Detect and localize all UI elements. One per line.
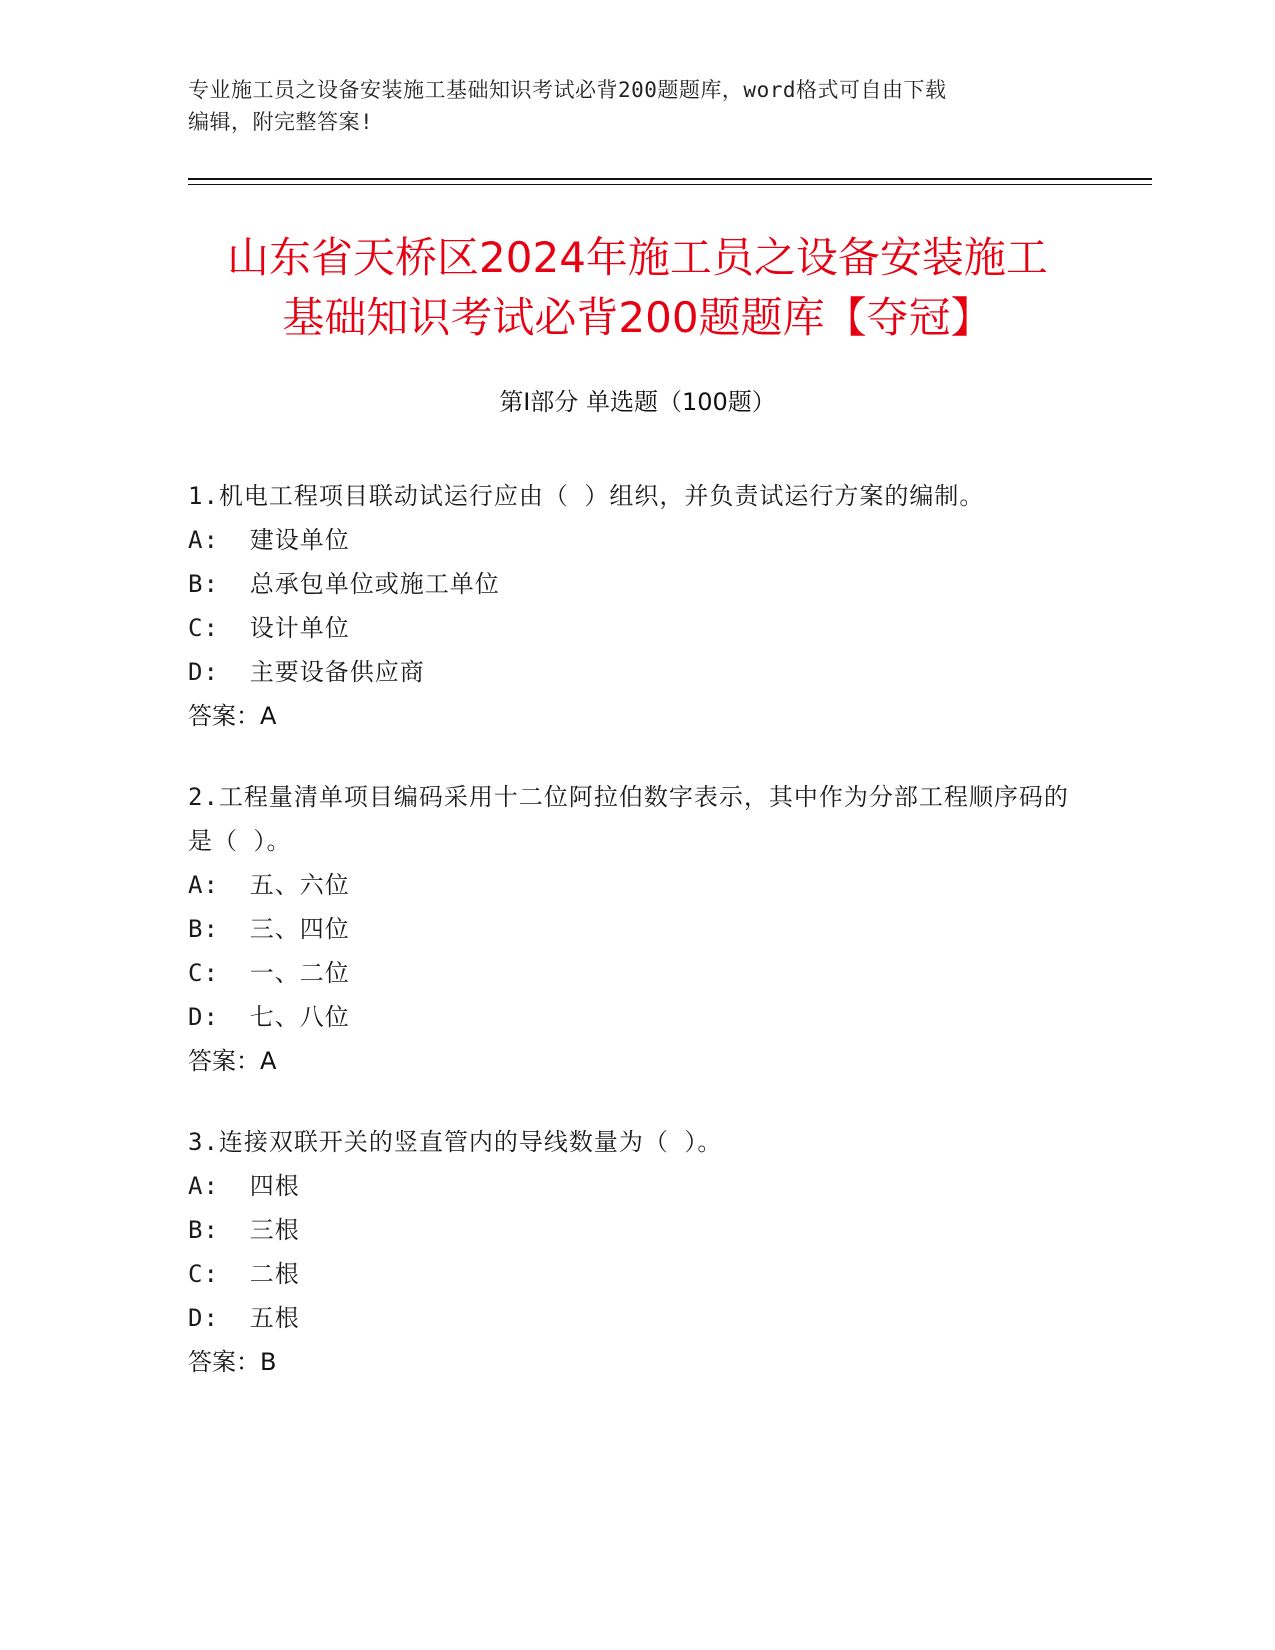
option-c: C: 设计单位 [188, 614, 350, 642]
question-2 [188, 775, 1088, 1083]
question-list [188, 474, 1088, 1421]
option-a: A: 建设单位 [188, 526, 350, 554]
header-divider-thin [188, 184, 1152, 185]
answer-label: 答案：A [188, 702, 277, 730]
option-c: C: 一、二位 [188, 959, 350, 987]
question-3 [188, 1120, 1088, 1384]
option-d: D: 主要设备供应商 [188, 658, 425, 686]
header-divider-thick [188, 178, 1152, 180]
option-c: C: 二根 [188, 1260, 300, 1288]
question-stem: 1.机电工程项目联动试运行应由（ ）组织，并负责试运行方案的编制。 [188, 482, 985, 510]
document-title-line-1: 山东省天桥区2024年施工员之设备安装施工 [227, 233, 1048, 282]
option-b: B: 三、四位 [188, 915, 350, 943]
document-title-line-2: 基础知识考试必背200题题库【夺冠】 [282, 293, 993, 342]
header-note-line-2: 编辑，附完整答案! [188, 110, 374, 134]
option-b: B: 三根 [188, 1216, 300, 1244]
document-title [120, 228, 1155, 348]
option-a: A: 四根 [188, 1172, 300, 1200]
header-note-line-1: 专业施工员之设备安装施工基础知识考试必背200题题库，word格式可自由下载 [188, 78, 947, 102]
question-stem: 3.连接双联开关的竖直管内的导线数量为（ ）。 [188, 1128, 723, 1156]
question-stem: 2.工程量清单项目编码采用十二位阿拉伯数字表示，其中作为分部工程顺序码的是（ ）。 [188, 783, 1069, 855]
answer-label: 答案：B [188, 1348, 277, 1376]
option-b: B: 总承包单位或施工单位 [188, 570, 500, 598]
answer-label: 答案：A [188, 1047, 277, 1075]
header-note [188, 74, 1088, 138]
section-heading: 第Ⅰ部分 单选题（100题） [499, 388, 776, 416]
option-d: D: 七、八位 [188, 1003, 350, 1031]
option-a: A: 五、六位 [188, 871, 350, 899]
question-1 [188, 474, 1088, 738]
option-d: D: 五根 [188, 1304, 300, 1332]
